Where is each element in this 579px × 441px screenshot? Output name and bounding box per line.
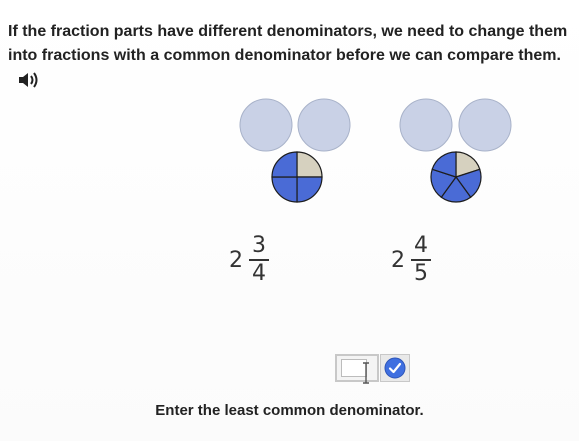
partial-circle-quarters (272, 152, 322, 202)
numerator: 4 (414, 233, 428, 258)
shaded-part (272, 177, 297, 202)
fraction-model-left (236, 96, 356, 206)
checkmark-icon (384, 357, 406, 379)
whole-circle (459, 99, 511, 151)
denominator: 4 (252, 261, 266, 286)
numerator: 3 (252, 233, 266, 258)
answer-box (335, 354, 379, 382)
fraction (249, 234, 269, 286)
mixed-number-right (391, 234, 431, 286)
mixed-number-left (229, 234, 269, 286)
prompt-text: Enter the least common denominator. (155, 402, 424, 419)
shaded-part (272, 152, 297, 177)
denominator: 5 (414, 261, 428, 286)
fraction-model-right (398, 96, 518, 206)
fraction (411, 234, 431, 286)
whole-circle (298, 99, 350, 151)
whole-number: 2 (391, 247, 405, 273)
instruction-label: If the fraction parts have different denominators, we need to change them into fractions with a common denominator before we can compare them. (8, 23, 568, 64)
whole-circle (240, 99, 292, 151)
text-cursor-icon (361, 362, 371, 384)
instruction-text (8, 20, 568, 92)
partial-circle-fifths (431, 152, 481, 202)
unshaded-part (297, 152, 322, 177)
check-button[interactable] (380, 354, 410, 382)
whole-number: 2 (229, 247, 243, 273)
speaker-icon[interactable] (18, 71, 40, 89)
shaded-part (297, 177, 322, 202)
whole-circle (400, 99, 452, 151)
